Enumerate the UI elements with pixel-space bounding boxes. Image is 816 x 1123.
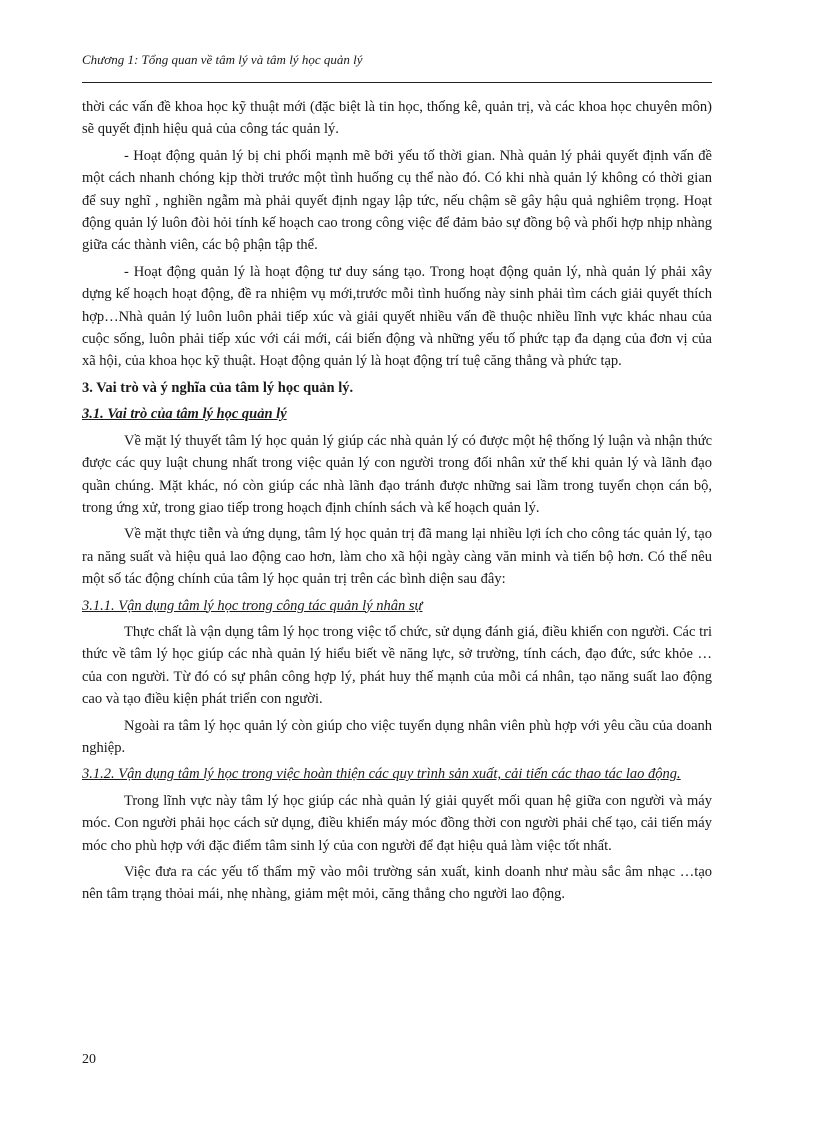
paragraph-aesthetics: Việc đưa ra các yếu tố thẩm mỹ vào môi trường sản xuất, kinh doanh như màu sắc âm nhạc …tạo nên tâm trạng thỏai mái, nhẹ nhàng, giảm mệt mỏi, căng thẳng cho người lao động.	[82, 864, 712, 903]
section-heading-3-1: 3.1. Vai trò của tâm lý học quản lý	[82, 406, 287, 423]
section-heading-3-1-1: 3.1.1. Vận dụng tâm lý học trong công tác quản lý nhân sự	[82, 597, 423, 614]
paragraph-hr-management: Thực chất là vận dụng tâm lý học trong việc tổ chức, sử dụng đánh giá, điều khiển con người. Các tri thức về tâm lý học giúp các nhà quản lý hiểu biết về năng lực, sở trường, tính cách, đạo đức, sức khỏe … của con người. Từ đó có sự phân công hợp lý, phát huy thế mạnh của mỗi cá nhân, tạo năng suất lao động cao và tạo điều kiện phát triển con người.	[82, 623, 712, 708]
section-heading-3: 3. Vai trò và ý nghĩa của tâm lý học quản lý.	[82, 379, 354, 396]
page-body	[82, 96, 712, 910]
header-rule	[82, 82, 712, 83]
paragraph-human-machine: Trong lĩnh vực này tâm lý học giúp các nhà quản lý giải quyết mối quan hệ giữa con người và máy móc. Con người phải học cách sử dụng, điều khiển máy móc đồng thời con người phải chế tạo, cải tiến máy móc cho phù hợp với đặc điểm tâm sinh lý của con người để đạt hiệu quả làm việc tốt nhất.	[82, 792, 712, 854]
paragraph-recruitment: Ngoài ra tâm lý học quản lý còn giúp cho việc tuyển dụng nhân viên phù hợp với yêu cầu của doanh nghiệp.	[82, 717, 712, 756]
paragraph-continuation: thời các vấn đề khoa học kỹ thuật mới (đặc biệt là tin học, thống kê, quản trị, và các khoa học chuyên môn) sẽ quyết định hiệu quả của công tác quản lý.	[82, 99, 712, 138]
paragraph-practice: Về mặt thực tiễn và ứng dụng, tâm lý học quản trị đã mang lại nhiều lợi ích cho công tác quản lý, tạo ra năng suất và hiệu quả lao động cao hơn, làm cho xã hội ngày càng văn minh và tiến bộ hơn. Có thể nêu một số tác động chính của tâm lý học quản trị trên các bình diện sau đây:	[82, 526, 712, 588]
running-header: Chương 1: Tổng quan về tâm lý và tâm lý học quản lý	[82, 52, 363, 67]
paragraph-theory: Về mặt lý thuyết tâm lý học quản lý giúp các nhà quản lý có được một hệ thống lý luận và nhận thức được các quy luật chung nhất trong việc quản lý con người trong đối nhân xử thế khi quản lý và lãnh đạo quần chúng. Mặt khác, nó còn giúp các nhà lãnh đạo tránh được những sai lầm trong tuyển chọn cán bộ, trong ứng xử, trong giao tiếp trong hoạch định chính sách và kế hoạch quản lý.	[82, 432, 712, 516]
paragraph-time-factor: - Hoạt động quản lý bị chi phối mạnh mẽ bởi yếu tố thời gian. Nhà quản lý phải quyết định vấn đề một cách nhanh chóng kịp thời trước một tình huống cụ thể nào đó. Có khi nhà quản lý không có thời gian để suy nghĩ , nghiền ngẫm mà phải quyết định ngay lập tức, nếu chậm sẽ gây hậu quả nghiêm trọng. Hoạt động quản lý luôn đòi hỏi tính kế hoạch cao trong công việc để đảm bảo sự đồng bộ và phối hợp nhịp nhàng giữa các thành viên, các bộ phận tập thể.	[82, 147, 712, 254]
page-number: 20	[82, 1052, 96, 1067]
section-heading-3-1-2: 3.1.2. Vận dụng tâm lý học trong việc hoàn thiện các quy trình sản xuất, cải tiến các thao tác lao động.	[82, 766, 681, 783]
paragraph-creative-thinking: - Hoạt động quản lý là hoạt động tư duy sáng tạo. Trong hoạt động quản lý, nhà quản lý phải xây dựng kế hoạch hoạt động, đề ra nhiệm vụ mới,trước mỗi tình huống này sinh phải tìm cách giải quyết thích hợp…Nhà quản lý luôn luôn phải tiếp xúc và giải quyết nhiều vấn đề thuộc nhiều lĩnh vực khác nhau của cuộc sống, luôn phải tiếp xúc với cái mới, cái biến động và những yếu tố phức tạp đa dạng của đơn vị của xã hội, của khoa học kỹ thuật. Hoạt động quản lý là hoạt động trí tuệ căng thẳng và phức tạp.	[82, 263, 712, 370]
